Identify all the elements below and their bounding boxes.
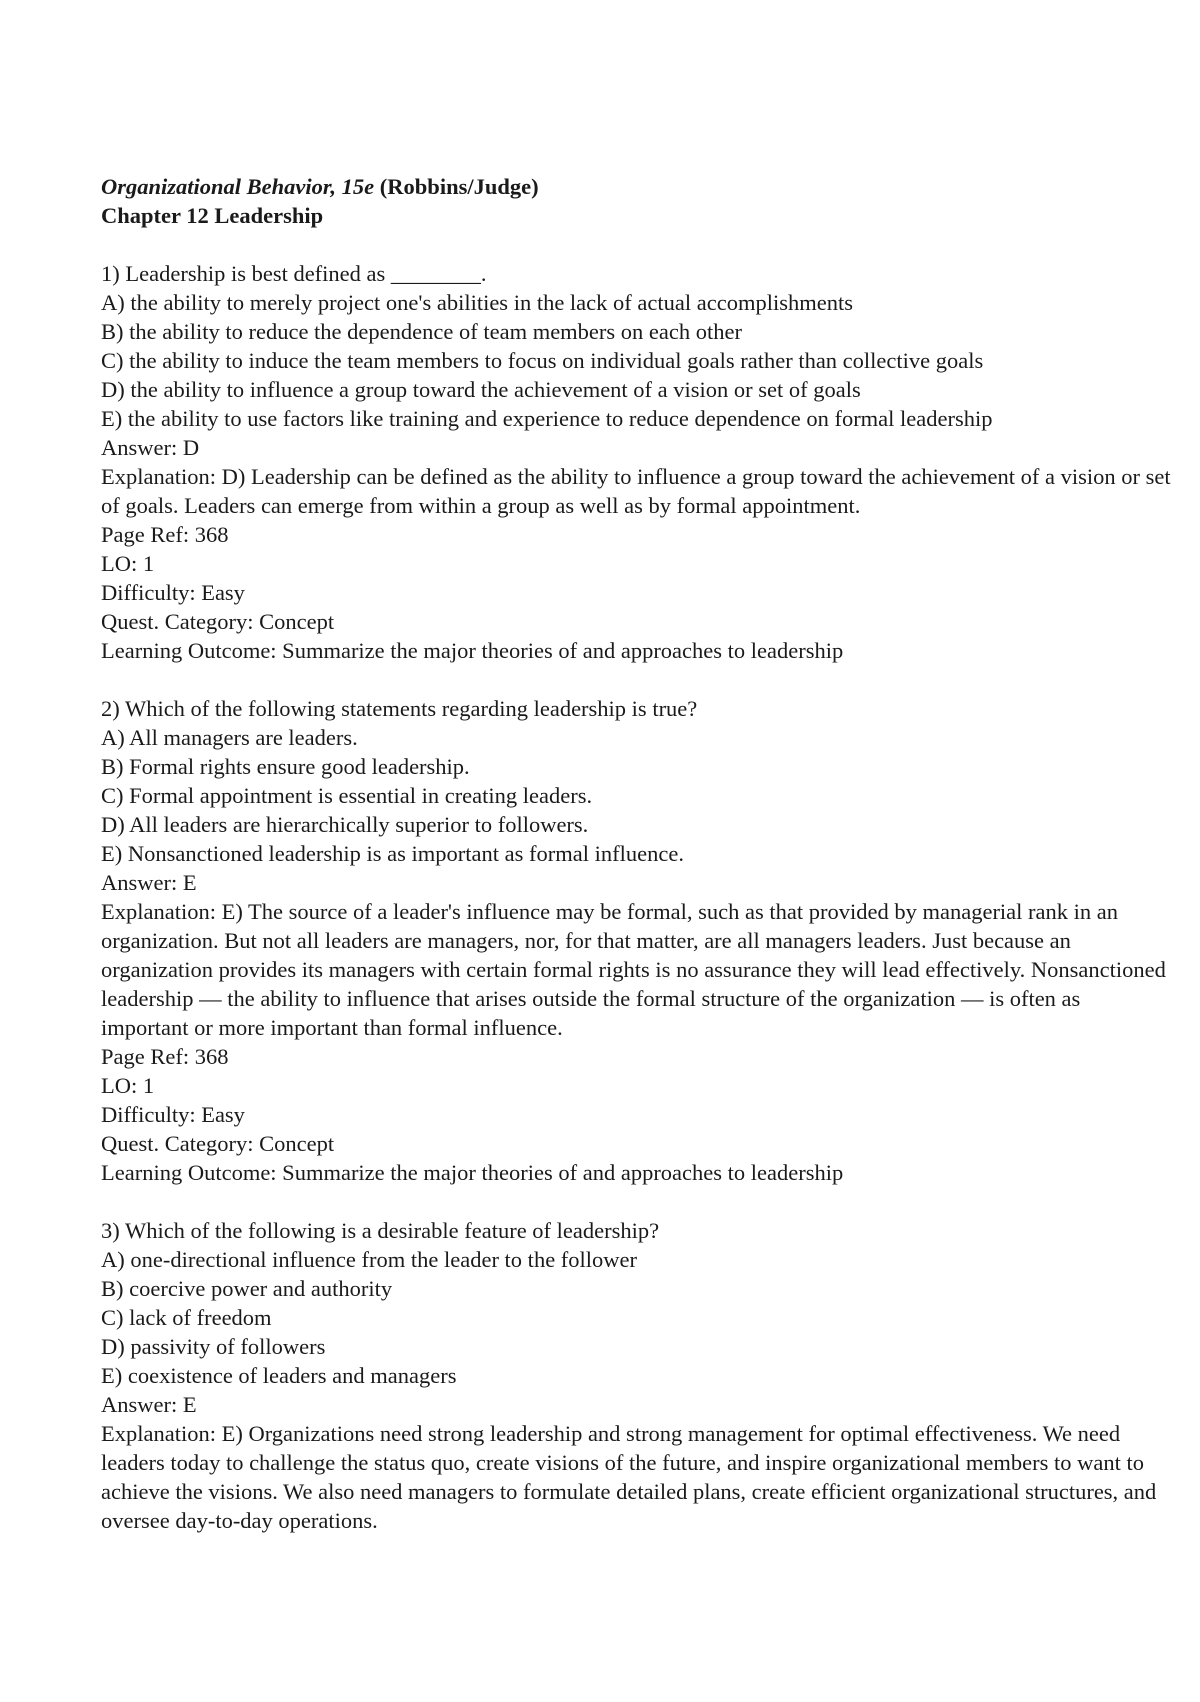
- option-c: C) Formal appointment is essential in creating leaders.: [101, 783, 593, 808]
- question-1: [101, 259, 1171, 665]
- question-2: [101, 694, 1171, 1187]
- learning-outcome: Learning Outcome: Summarize the major theories of and approaches to leadership: [101, 1160, 844, 1185]
- question-3: [101, 1216, 1171, 1535]
- option-b: B) Formal rights ensure good leadership.: [101, 754, 470, 779]
- learning-objective: LO: 1: [101, 551, 155, 576]
- answer: Answer: E: [101, 1392, 197, 1417]
- option-d: D) All leaders are hierarchically superior to followers.: [101, 812, 589, 837]
- option-a: A) one-directional influence from the leader to the follower: [101, 1247, 638, 1272]
- option-c: C) the ability to induce the team members to focus on individual goals rather than collective goals: [101, 348, 984, 373]
- explanation: Explanation: E) The source of a leader's influence may be formal, such as that provided by managerial rank in an organization. But not all leaders are managers, nor, for that matter, are all managers leaders. Just because an organization provides its managers with certain formal rights is no assurance they will lead effectively. Nonsanctioned leadership — the ability to influence that arises outside the formal structure of the organization — is often as important or more important than formal influence.: [101, 899, 1166, 1040]
- learning-objective: LO: 1: [101, 1073, 155, 1098]
- option-e: E) Nonsanctioned leadership is as important as formal influence.: [101, 841, 684, 866]
- explanation: Explanation: E) Organizations need strong leadership and strong management for optimal effectiveness. We need leaders today to challenge the status quo, create visions of the future, and inspire organizational members to want to achieve the visions. We also need managers to formulate detailed plans, create efficient organizational structures, and oversee day-to-day operations.: [101, 1421, 1157, 1533]
- document-page: [101, 172, 1171, 1535]
- question-category: Quest. Category: Concept: [101, 609, 335, 634]
- answer: Answer: E: [101, 870, 197, 895]
- difficulty: Difficulty: Easy: [101, 1102, 245, 1127]
- question-stem: 3) Which of the following is a desirable feature of leadership?: [101, 1218, 660, 1243]
- option-b: B) the ability to reduce the dependence of team members on each other: [101, 319, 742, 344]
- question-stem: 2) Which of the following statements regarding leadership is true?: [101, 696, 698, 721]
- option-a: A) the ability to merely project one's abilities in the lack of actual accomplishments: [101, 290, 853, 315]
- book-title: Organizational Behavior, 15e: [101, 174, 375, 199]
- option-e: E) the ability to use factors like training and experience to reduce dependence on formal leadership: [101, 406, 993, 431]
- option-d: D) the ability to influence a group toward the achievement of a vision or set of goals: [101, 377, 861, 402]
- difficulty: Difficulty: Easy: [101, 580, 245, 605]
- page-ref: Page Ref: 368: [101, 1044, 229, 1069]
- book-header: [101, 172, 1171, 201]
- option-b: B) coercive power and authority: [101, 1276, 393, 1301]
- learning-outcome: Learning Outcome: Summarize the major theories of and approaches to leadership: [101, 638, 844, 663]
- option-d: D) passivity of followers: [101, 1334, 326, 1359]
- option-a: A) All managers are leaders.: [101, 725, 358, 750]
- question-category: Quest. Category: Concept: [101, 1131, 335, 1156]
- chapter-title: Chapter 12 Leadership: [101, 203, 324, 228]
- book-authors: (Robbins/Judge): [379, 174, 539, 199]
- option-c: C) lack of freedom: [101, 1305, 272, 1330]
- option-e: E) coexistence of leaders and managers: [101, 1363, 457, 1388]
- answer: Answer: D: [101, 435, 200, 460]
- question-stem: 1) Leadership is best defined as ________.: [101, 261, 487, 286]
- page-ref: Page Ref: 368: [101, 522, 229, 547]
- explanation: Explanation: D) Leadership can be defined as the ability to influence a group toward the achievement of a vision or set of goals. Leaders can emerge from within a group as well as by formal appointment.: [101, 464, 1171, 518]
